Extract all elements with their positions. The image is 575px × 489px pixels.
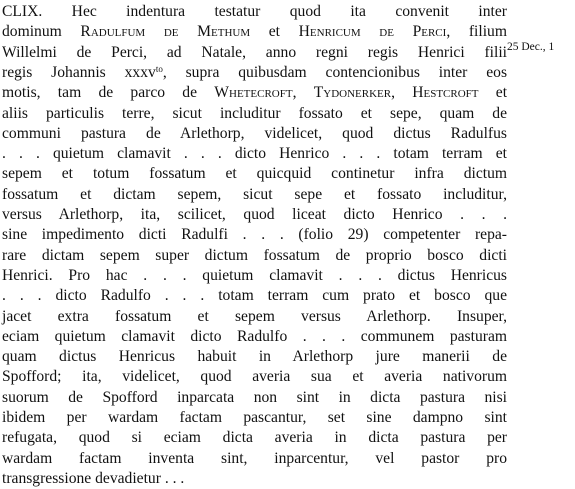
text-line (2, 83, 507, 103)
text-span: motis, tam de parco de (2, 84, 215, 102)
superscript-text: to (155, 63, 163, 74)
text-line (2, 327, 507, 347)
text-line (2, 2, 507, 22)
text-span: sine impedimento dicti Radulfi . . . (folio 29) competenter repa- (2, 226, 507, 244)
text-line (2, 22, 507, 42)
text-span: Hec indentura testatur quod ita convenit inter (42, 3, 507, 20)
text-line (2, 185, 507, 205)
text-line (2, 367, 507, 387)
text-span: regis Johannis xxxv (2, 63, 156, 81)
personal-name: Hestcroft (412, 84, 479, 102)
text-span: , (292, 84, 314, 102)
text-span: quam dictus Henricus habuit in Arlethorp jure manerii de (2, 348, 507, 366)
text-span: versus Arlethorp, ita, scilicet, quod liceat dicto Henrico . . . (2, 206, 507, 223)
text-span: jacet extra fossatum et sepem versus Arlethorp. Insuper, (2, 307, 507, 325)
text-span: et (250, 23, 299, 41)
text-line (2, 205, 507, 225)
text-line (2, 408, 507, 428)
margin-date-note: 25 Dec., 1 (507, 41, 555, 53)
text-span: fossatum et dictam sepem, sicut sepe et fossato includitur, (2, 185, 507, 203)
personal-name: Henricum de Perci (298, 23, 447, 41)
text-span: refugata, quod si eciam dicta averia in dicta pastura per (2, 429, 507, 447)
text-line (2, 104, 507, 124)
text-span: rare dictam sepem super dictum fossatum de proprio bosco dicti (2, 246, 507, 264)
text-span: wardam factam inventa sint, inparcentur, vel pastor pro (2, 449, 507, 467)
text-line (2, 307, 507, 327)
text-line (2, 144, 507, 164)
text-span: sepem et totum fossatum et quicquid continetur infra dictum (2, 165, 507, 183)
text-line (2, 246, 507, 266)
text-span: aliis particulis terre, sicut includitur fossato et sepe, quam de (2, 104, 507, 122)
text-span: transgressione devadietur . . . (2, 469, 185, 487)
text-span: Henrici. Pro hac . . . quietum clamavit . . . dictus Henricus (2, 266, 507, 284)
text-span: , (391, 84, 413, 102)
text-span: suorum de Spofford inparcata non sint in dicta pastura nisi (2, 388, 507, 406)
text-line (2, 286, 507, 306)
text-line (2, 388, 507, 408)
text-line (2, 63, 507, 83)
text-span: Spofford; ita, videlicet, quod averia sua et averia nativorum (2, 368, 507, 386)
text-line (2, 164, 507, 184)
text-line (2, 347, 507, 367)
text-line (2, 469, 184, 489)
text-span: . . . dicto Radulfo . . . totam terram cum prato et bosco que (2, 287, 507, 305)
text-line (2, 124, 507, 144)
text-span: et (478, 84, 508, 102)
text-span: eciam quietum clamavit dicto Radulfo . . . communem pasturam (2, 327, 507, 345)
text-span: . . . quietum clamavit . . . dicto Henrico . . . totam terram et (2, 145, 507, 163)
text-line (2, 43, 507, 63)
personal-name: Tydonerker (313, 84, 392, 102)
text-line (2, 266, 507, 286)
text-span: communi pastura de Arlethorp, videlicet, quod dictus Radulfus (2, 124, 507, 142)
charter-number: CLIX. (2, 3, 43, 20)
personal-name: Whetecroft (214, 84, 293, 102)
text-span: dominum (2, 23, 81, 41)
text-line (2, 225, 507, 245)
text-span: ibidem per wardam factam pascantur, set sine dampno sint (2, 409, 507, 426)
text-line (2, 428, 507, 448)
text-span: Willelmi de Perci, ad Natale, anno regni regis Henrici filii (2, 43, 507, 61)
personal-name: Radulfum de Methum (80, 23, 251, 41)
text-line (2, 449, 507, 469)
text-span: , filium (446, 23, 507, 41)
text-span: , supra quibusdam contencionibus inter eos (162, 63, 508, 81)
